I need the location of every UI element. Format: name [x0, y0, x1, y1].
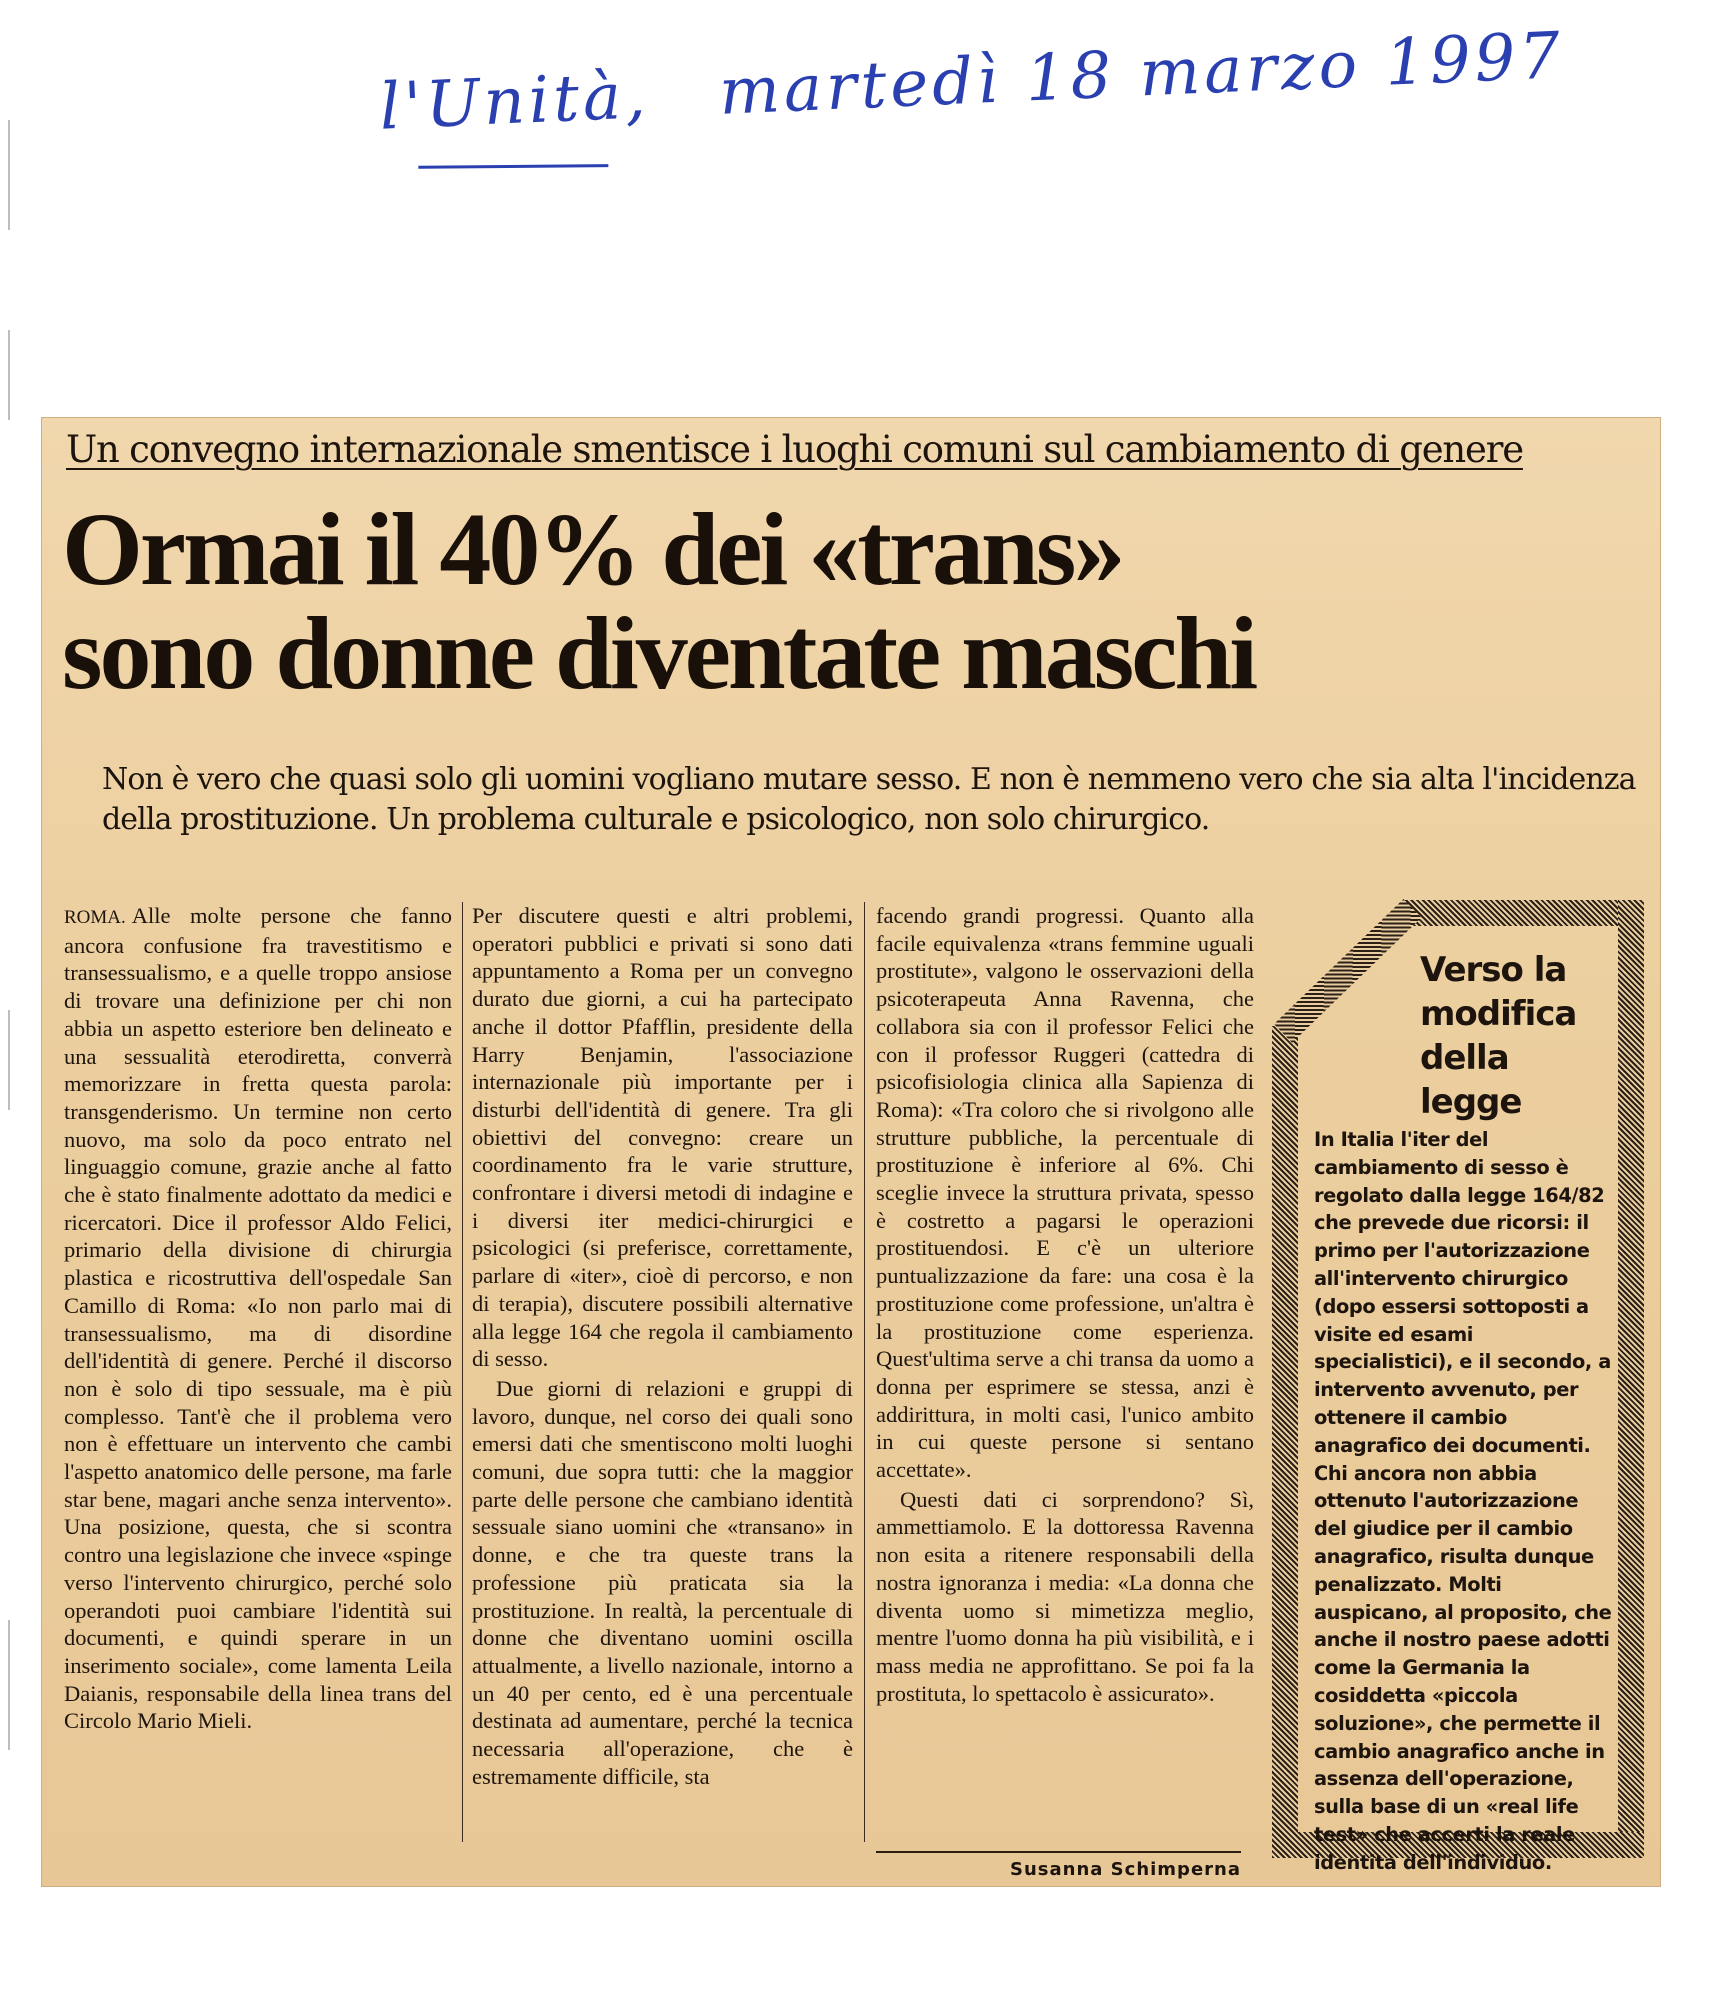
- binder-edge-bottom: [8, 1620, 10, 1750]
- dateline: ROMA.: [64, 907, 126, 928]
- headline-line-2: sono donne diventate maschi: [62, 596, 1256, 711]
- sidebar-body: In Italia l'iter del cambiamento di sesso è regolato dalla legge 164/82 che prevede due ricorsi: il primo per l'autorizzazione all'intervento chirurgico (dopo essersi sottoposti a visite ed esami specialistici), e il secondo, a intervento avvenuto, per ottenere il cambio anagrafico dei documenti. Chi ancora non abbia ottenuto l'autorizzazione del giudice per il cambio anagrafico, risulta dunque penalizzato. Molti auspicano, al proposito, che anche il nostro paese adotti come la Germania la cosiddetta «piccola soluzione», che permette il cambio anagrafico anche in assenza dell'operazione, sulla base di un «real life test» che accerti la reale identità dell'individuo.: [1314, 1128, 1612, 1874]
- article-headline: [62, 492, 1622, 711]
- article-kicker: Un convegno internazionale smentisce i luoghi comuni sul cambiamento di genere: [66, 428, 1523, 471]
- newspaper-clipping: [42, 418, 1660, 1886]
- sidebar-border-diagonal: [1274, 899, 1422, 1043]
- binder-edge-middle: [8, 330, 10, 420]
- binder-edge-top: [8, 120, 10, 230]
- paragraph-text: Alle molte persone che fanno ancora confusione fra travestitismo e transessualismo, e a quelle troppo ansiose di trovare una definizione per chi non abbia un aspetto esteriore ben delineato e una sessualità eterodiretta, converrà memorizzare in fretta questa parola: transgenderismo. Un termine non certo nuovo, ma solo da poco entrato nel linguaggio comune, grazie anche al fatto che è stato finalmente adottato da medici e ricercatori. Dice il professor Aldo Felici, primario della divisione di chirurgia plastica e ricostruttiva dell'ospedale San Camillo di Roma: «Io non parlo mai di transessualismo, ma di disordine dell'identità di genere. Perché il discorso non è solo di tipo sessuale, ma è più complesso. Tant'è che il problema vero non è effettuare un intervento che cambi l'aspetto anatomico delle persone, ma farle star bene, magari anche senza intervento». Una posizione, questa, che si scontra contro una legislazione che invece «spinge verso l'intervento chirurgico, perché solo operandoti puoi cambiare l'identità sui documenti, e quindi sperare in un inserimento sociale», come lamenta Leila Daianis, responsabile della linea trans del Circolo Mario Mieli.: [64, 903, 452, 1734]
- article-byline: Susanna Schimperna: [876, 1851, 1241, 1880]
- article-column-3: [876, 902, 1254, 1707]
- binder-edge-lower: [8, 1010, 10, 1110]
- handwritten-underline: [418, 164, 608, 169]
- paragraph: Questi dati ci sorprendono? Sì, ammettiamolo. E la dottoressa Ravenna non esita a ritenere responsabili della nostra ignoranza i media: «La donna che diventa uomo si mimetizza meglio, mentre l'uomo donna ha più visibilità, e i mass media ne approfittano. Se poi fa la prostituta, lo spettacolo è assicurato».: [876, 1486, 1254, 1706]
- handwritten-date: martedì 18 marzo 1997: [717, 19, 1566, 130]
- handwritten-annotation: [378, 19, 1566, 180]
- column-divider: [462, 902, 463, 1842]
- paragraph: Per discutere questi e altri problemi, operatori pubblici e privati si sono dati appuntamento a Roma per un convegno durato due giorni, a cui ha partecipato anche il dottor Pfafflin, presidente della Harry Benjamin, l'associazione internazionale più importante per i disturbi dell'identità di genere. Tra gli obiettivi del convegno: creare un coordinamento fra le varie strutture, confrontare i diversi metodi di indagine e i diversi iter medici-chirurgici e psicologici (si preferisce, correttamente, parlare di «iter», cioè di percorso, e non di terapia), discutere possibili alternative alla legge 164 che regola il cambiamento di sesso.: [472, 903, 853, 1372]
- sidebar-border-top: [1402, 900, 1642, 926]
- handwritten-source: l'Unità,: [378, 58, 651, 145]
- sidebar-border-left: [1272, 1026, 1298, 1858]
- sidebar-border-right: [1618, 900, 1644, 1858]
- article-column-1: [64, 902, 452, 1735]
- paragraph: facendo grandi progressi. Quanto alla facile equivalenza «trans femmine uguali prostitute», valgono le osservazioni della psicoterapeuta Anna Ravenna, che collabora sia con il professor Felici che con il professor Ruggeri (cattedra di psicofisiologia clinica alla Sapienza di Roma): «Tra coloro che si rivolgono alle strutture pubbliche, la percentuale di prostituzione è inferiore al 6%. Chi sceglie invece la struttura privata, spesso è costretto a pagarsi le operazioni prostituendosi. E c'è un ulteriore puntualizzazione da fare: una cosa è la prostituzione come professione, un'altra è la prostituzione come esperienza. Quest'ultima serve a chi transa da uomo a donna per esprimere se stessa, anzi è addirittura, in molti casi, l'unico ambito in cui queste persone si sentano accettate».: [876, 903, 1254, 1483]
- paragraph: [64, 902, 452, 1735]
- column-divider: [864, 902, 865, 1842]
- article-column-2: [472, 902, 853, 1791]
- sidebar-title: Verso la modifica della legge: [1420, 950, 1577, 1122]
- sidebar-box: [1272, 900, 1644, 1874]
- article-deck: Non è vero che quasi solo gli uomini vogliano mutare sesso. E non è nemmeno vero che sia alta l'incidenza della prostituzione. Un problema culturale e psicologico, non solo chirurgico.: [102, 762, 1636, 837]
- paragraph: Due giorni di relazioni e gruppi di lavoro, dunque, nel corso dei quali sono emersi dati che smentiscono molti luoghi comuni, due sopra tutti: che la maggior parte delle persone che cambiano identità sessuale siano uomini che «transano» in donne, e che tra queste trans la professione più praticata sia la prostituzione. In realtà, la percentuale di donne che diventano uomini oscilla attualmente, a livello nazionale, intorno a un 40 per cento, ed è una percentuale destinata ad aumentare, perché la tecnica necessaria all'operazione, che è estremamente difficile, sta: [472, 1375, 853, 1789]
- headline-line-1: Ormai il 40% dei «trans»: [62, 492, 1123, 607]
